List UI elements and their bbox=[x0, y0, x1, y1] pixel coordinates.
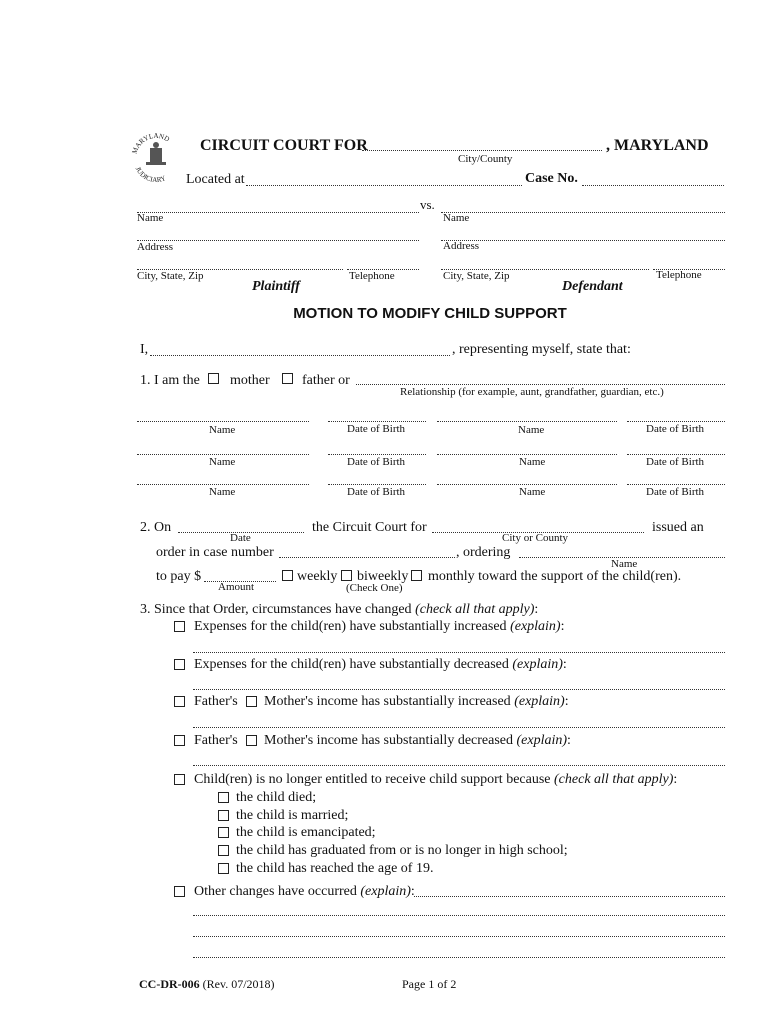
check-all-label: (check all that apply) bbox=[554, 772, 674, 787]
court-label: CIRCUIT COURT FOR bbox=[200, 137, 368, 154]
child-age-19-label: the child has reached the age of 19. bbox=[236, 861, 434, 876]
order-case-label: order in case number bbox=[156, 545, 274, 560]
explain-label: (explain) bbox=[360, 884, 411, 899]
located-at-label: Located at bbox=[186, 172, 245, 187]
child-name-field[interactable] bbox=[137, 454, 309, 455]
dob-caption: Date of Birth bbox=[646, 423, 705, 435]
check-one-caption: (Check One) bbox=[346, 582, 403, 594]
plaintiff-phone-caption: Telephone bbox=[349, 270, 395, 282]
other-changes-checkbox[interactable] bbox=[174, 886, 185, 897]
item3-check-all: (check all that apply) bbox=[415, 602, 535, 617]
city-county-caption: City or County bbox=[502, 532, 569, 544]
svg-text:JUDICIARY bbox=[134, 166, 167, 185]
intro-prefix: I, bbox=[140, 342, 149, 357]
page-number: Page 1 of 2 bbox=[402, 977, 457, 991]
expenses-increased-text: Expenses for the child(ren) have substantially increased bbox=[194, 619, 507, 634]
defendant-phone-caption: Telephone bbox=[656, 269, 702, 281]
income-increased-label: Mother's income has substantially increased (explain): bbox=[264, 694, 569, 709]
item1-prefix: 1. I am the bbox=[140, 373, 200, 388]
name-caption: Name bbox=[518, 424, 545, 436]
expenses-decreased-checkbox[interactable] bbox=[174, 659, 185, 670]
maryland-judiciary-seal bbox=[128, 128, 184, 186]
name-caption: Name bbox=[519, 456, 546, 468]
child-dob-field[interactable] bbox=[328, 484, 426, 485]
dob-caption: Date of Birth bbox=[646, 456, 705, 468]
child-died-checkbox[interactable] bbox=[218, 792, 229, 803]
income-decreased-explain-field[interactable] bbox=[193, 765, 725, 766]
issued-text: issued an bbox=[652, 520, 704, 535]
fathers-label: Father's bbox=[194, 733, 238, 748]
expenses-decreased-text: Expenses for the child(ren) have substantially decreased bbox=[194, 657, 509, 672]
income-decreased-text: Mother's income has substantially decreased bbox=[264, 733, 514, 748]
defendant-name-caption: Name bbox=[443, 212, 470, 224]
plaintiff-city-caption: City, State, Zip bbox=[137, 270, 204, 282]
expenses-increased-explain-field[interactable] bbox=[193, 652, 725, 653]
mother-label: mother bbox=[230, 373, 270, 388]
child-dob-field[interactable] bbox=[328, 421, 426, 422]
mother-income-increased-checkbox[interactable] bbox=[246, 696, 257, 707]
weekly-checkbox[interactable] bbox=[282, 570, 293, 581]
state-label: , MARYLAND bbox=[606, 137, 709, 154]
child-married-checkbox[interactable] bbox=[218, 810, 229, 821]
item2-on-label: 2. On bbox=[140, 520, 172, 535]
seal-bottom-text: JUDICIARY bbox=[133, 165, 167, 185]
father-label: father or bbox=[302, 373, 350, 388]
vs-label: vs. bbox=[420, 197, 435, 212]
other-changes-field[interactable] bbox=[414, 896, 725, 897]
item3-prefix: 3. Since that Order, circumstances have changed (check all that apply): bbox=[140, 602, 539, 617]
child-dob-field[interactable] bbox=[328, 454, 426, 455]
income-increased-explain-field[interactable] bbox=[193, 727, 725, 728]
name-caption: Name bbox=[209, 424, 236, 436]
city-county-caption: City/County bbox=[458, 153, 513, 165]
child-married-label: the child is married; bbox=[236, 808, 349, 823]
other-changes-line[interactable] bbox=[193, 915, 725, 916]
plaintiff-address-field[interactable] bbox=[137, 240, 419, 241]
child-name-field[interactable] bbox=[437, 454, 617, 455]
form-code bbox=[139, 977, 275, 992]
name-caption: Name bbox=[611, 558, 638, 570]
mother-checkbox[interactable] bbox=[208, 373, 219, 384]
explain-label: (explain) bbox=[510, 619, 561, 634]
mother-income-decreased-checkbox[interactable] bbox=[246, 735, 257, 746]
located-at-field[interactable] bbox=[246, 185, 522, 186]
name-caption: Name bbox=[519, 486, 546, 498]
child-name-field[interactable] bbox=[437, 421, 617, 422]
child-name-field[interactable] bbox=[137, 421, 309, 422]
expenses-decreased-explain-field[interactable] bbox=[193, 689, 725, 690]
father-checkbox[interactable] bbox=[282, 373, 293, 384]
child-graduated-label: the child has graduated from or is no longer in high school; bbox=[236, 843, 568, 858]
form-code-text: CC-DR-006 bbox=[139, 977, 200, 991]
weekly-label: weekly bbox=[297, 569, 338, 584]
plaintiff-name-field[interactable] bbox=[137, 212, 419, 213]
biweekly-checkbox[interactable] bbox=[341, 570, 352, 581]
child-age-19-checkbox[interactable] bbox=[218, 863, 229, 874]
expenses-increased-label: Expenses for the child(ren) have substantially increased (explain): bbox=[194, 619, 565, 634]
defendant-name-field[interactable] bbox=[441, 212, 725, 213]
father-income-decreased-checkbox[interactable] bbox=[174, 735, 185, 746]
revision-text: (Rev. 07/2018) bbox=[202, 977, 275, 991]
order-case-number-field[interactable] bbox=[279, 557, 455, 558]
item3-prefix-text: 3. Since that Order, circumstances have changed bbox=[140, 602, 412, 617]
amount-caption: Amount bbox=[218, 581, 255, 593]
county-field[interactable] bbox=[362, 150, 602, 151]
child-name-field[interactable] bbox=[137, 484, 309, 485]
income-increased-text: Mother's income has substantially increased bbox=[264, 694, 511, 709]
other-changes-line[interactable] bbox=[193, 957, 725, 958]
not-entitled-checkbox[interactable] bbox=[174, 774, 185, 785]
defendant-address-caption: Address bbox=[443, 240, 480, 252]
declarant-name-field[interactable] bbox=[150, 355, 450, 356]
biweekly-label: biweekly bbox=[357, 569, 409, 584]
plaintiff-name-caption: Name bbox=[137, 212, 164, 224]
dob-caption: Date of Birth bbox=[646, 486, 705, 498]
defendant-address-field[interactable] bbox=[441, 240, 725, 241]
expenses-increased-checkbox[interactable] bbox=[174, 621, 185, 632]
expenses-decreased-label: Expenses for the child(ren) have substantially decreased (explain): bbox=[194, 657, 567, 672]
defendant-city-caption: City, State, Zip bbox=[443, 270, 510, 282]
case-no-label: Case No. bbox=[525, 171, 578, 186]
fathers-label: Father's bbox=[194, 694, 238, 709]
relationship-field[interactable] bbox=[356, 384, 725, 385]
defendant-label: Defendant bbox=[562, 279, 623, 294]
relationship-caption: Relationship (for example, aunt, grandfather, guardian, etc.) bbox=[400, 386, 664, 398]
child-dob-field[interactable] bbox=[627, 484, 725, 485]
child-graduated-checkbox[interactable] bbox=[218, 845, 229, 856]
ordering-label: , ordering bbox=[456, 545, 511, 560]
form-title: MOTION TO MODIFY CHILD SUPPORT bbox=[293, 305, 567, 322]
seal-top-text: MARYLAND bbox=[130, 131, 171, 155]
monthly-checkbox[interactable] bbox=[411, 570, 422, 581]
child-emancipated-checkbox[interactable] bbox=[218, 827, 229, 838]
explain-label: (explain) bbox=[512, 657, 563, 672]
name-caption: Name bbox=[209, 456, 236, 468]
income-decreased-label: Mother's income has substantially decreased (explain): bbox=[264, 733, 571, 748]
date-caption: Date bbox=[230, 532, 251, 544]
child-dob-field[interactable] bbox=[627, 421, 725, 422]
case-no-field[interactable] bbox=[582, 185, 724, 186]
dob-caption: Date of Birth bbox=[347, 486, 406, 498]
explain-label: (explain) bbox=[514, 694, 565, 709]
father-income-increased-checkbox[interactable] bbox=[174, 696, 185, 707]
not-entitled-label: Child(ren) is no longer entitled to receive child support because (check all that apply): bbox=[194, 772, 678, 787]
child-name-field[interactable] bbox=[437, 484, 617, 485]
not-entitled-text: Child(ren) is no longer entitled to receive child support because bbox=[194, 772, 551, 787]
explain-label: (explain) bbox=[516, 733, 568, 748]
child-dob-field[interactable] bbox=[627, 454, 725, 455]
child-died-label: the child died; bbox=[236, 790, 317, 805]
intro-suffix: , representing myself, state that: bbox=[452, 342, 631, 357]
pay-label: to pay $ bbox=[156, 569, 202, 584]
plaintiff-label: Plaintiff bbox=[252, 279, 300, 294]
other-changes-label: Other changes have occurred (explain): bbox=[194, 884, 415, 899]
other-changes-line[interactable] bbox=[193, 936, 725, 937]
dob-caption: Date of Birth bbox=[347, 423, 406, 435]
monthly-label: monthly toward the support of the child(ren). bbox=[428, 569, 682, 584]
dob-caption: Date of Birth bbox=[347, 456, 406, 468]
court-text: the Circuit Court for bbox=[312, 520, 427, 535]
plaintiff-address-caption: Address bbox=[137, 241, 174, 253]
other-changes-text: Other changes have occurred bbox=[194, 884, 357, 899]
child-emancipated-label: the child is emancipated; bbox=[236, 825, 376, 840]
name-caption: Name bbox=[209, 486, 236, 498]
